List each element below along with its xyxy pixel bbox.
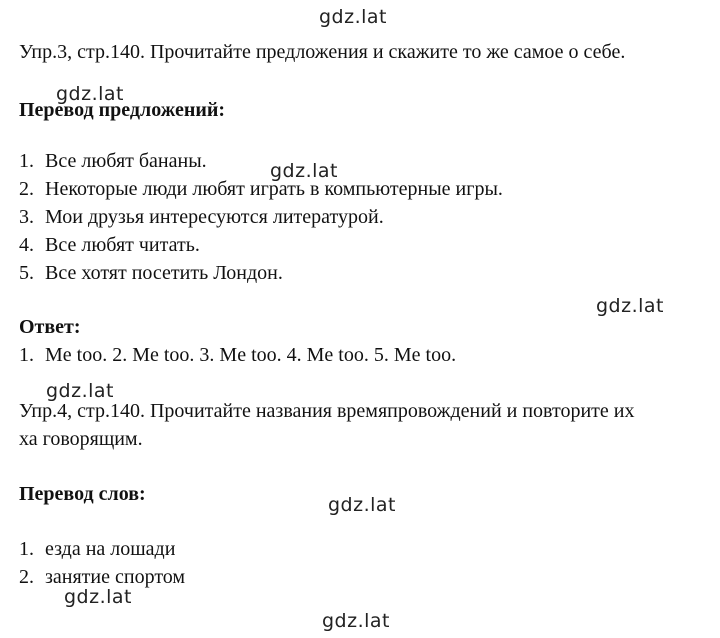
words-heading: Перевод слов: [19,483,146,505]
item-number: 1. [19,150,34,172]
item-number: 1. [19,344,34,366]
watermark: gdz.lat [64,586,133,608]
sentence-item [19,206,384,229]
sentence-item [19,150,207,173]
watermark-bottom: gdz.lat [322,610,391,632]
exercise-4-title-line2: ха говорящим. [19,428,143,450]
item-number: 2. [19,566,34,588]
word-item [19,538,175,561]
item-text: Все любят бананы. [45,150,207,172]
answer-line [19,344,456,367]
sentence-item [19,262,283,285]
item-text: езда на лошади [45,538,176,560]
exercise-3-title: Упр.3, стр.140. Прочитайте предложения и скажите то же самое о себе. [19,41,626,63]
translation-heading: Перевод предложений: [19,99,226,121]
item-text: Все хотят посетить Лондон. [45,262,283,284]
item-number: 5. [19,262,34,284]
item-number: 3. [19,206,34,228]
item-number: 2. [19,178,34,200]
item-number: 1. [19,538,34,560]
item-text: занятие спортом [45,566,186,588]
item-number: 4. [19,234,34,256]
item-text: Некоторые люди любят играть в компьютерные игры. [45,178,503,200]
item-text: Мои друзья интересуются литературой. [45,206,384,228]
watermark-top: gdz.lat [319,6,388,28]
word-item [19,566,185,589]
sentence-item [19,234,200,257]
watermark: gdz.lat [270,160,339,182]
sentence-item [19,178,503,201]
watermark: gdz.lat [46,380,115,402]
answer-text: Me too. 2. Me too. 3. Me too. 4. Me too. 5. Me too. [45,344,457,366]
watermark: gdz.lat [56,83,125,105]
watermark: gdz.lat [328,494,397,516]
watermark: gdz.lat [596,295,665,317]
exercise-4-title-line1: Упр.4, стр.140. Прочитайте названия времяпровождений и повторите их [19,400,635,422]
answer-heading: Ответ: [19,316,81,338]
item-text: Все любят читать. [45,234,200,256]
